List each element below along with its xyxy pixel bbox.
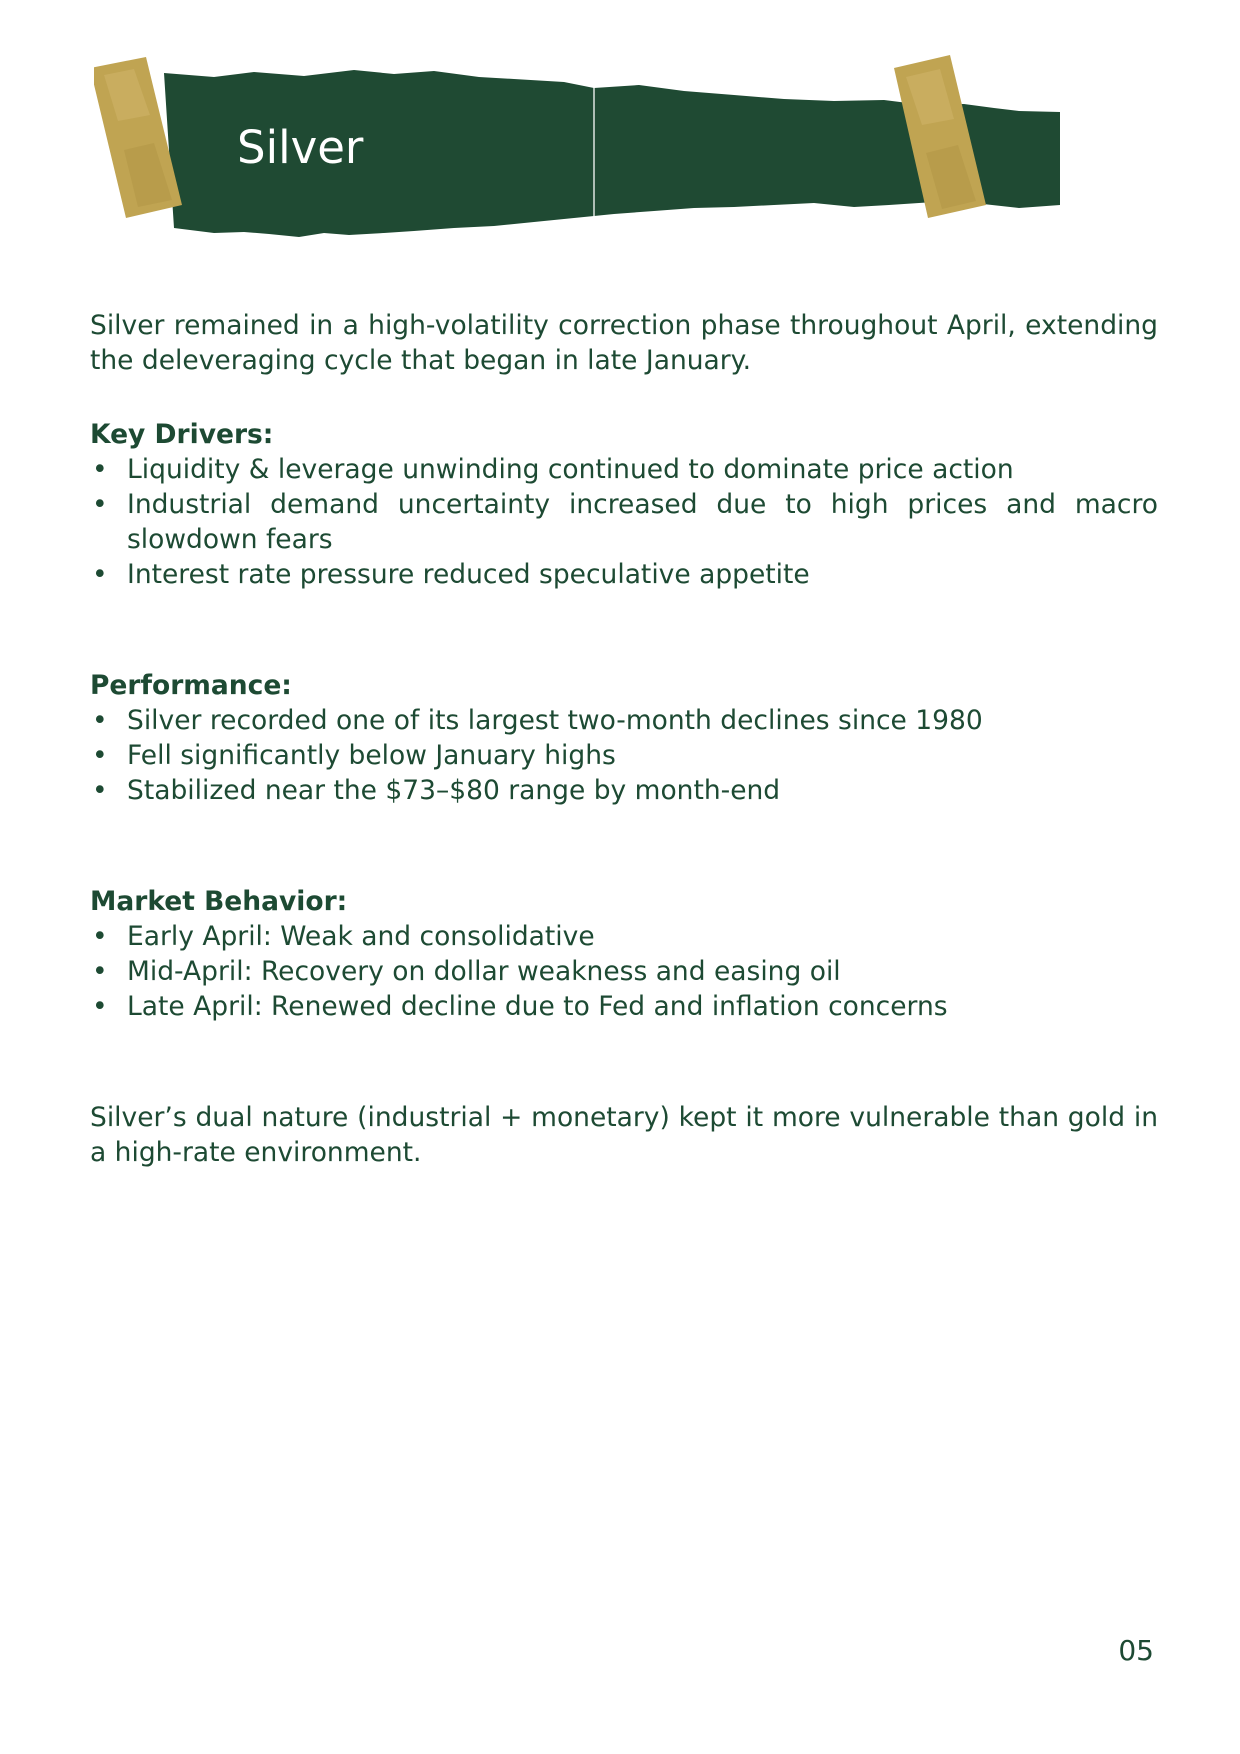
list-item: • Liquidity & leverage unwinding continued to dominate price action <box>90 452 1158 487</box>
intro-paragraph: Silver remained in a high-volatility correction phase throughout April, extending the deleveraging cycle that began in late January. <box>90 310 1158 376</box>
list-item: • Early April: Weak and consolidative <box>90 919 1158 954</box>
closing-paragraph: Silver’s dual nature (industrial + monetary) kept it more vulnerable than gold in a high-rate environment. <box>90 1102 1158 1168</box>
list-item: • Interest rate pressure reduced speculative appetite <box>90 557 1158 592</box>
list-item: • Late April: Renewed decline due to Fed and inflation concerns <box>90 989 1158 1024</box>
bullet-list <box>90 919 1158 1024</box>
section-heading: Key Drivers: <box>90 419 274 450</box>
section-market-behavior <box>90 884 1158 1024</box>
list-item: • Fell significantly below January highs <box>90 738 1158 773</box>
section-heading: Performance: <box>90 670 292 701</box>
section-heading: Market Behavior: <box>90 886 348 917</box>
list-item: • Stabilized near the $73–$80 range by month-end <box>90 773 1158 808</box>
bullet-list <box>90 452 1158 592</box>
page-number: 05 <box>1118 1634 1154 1667</box>
section-key-drivers <box>90 417 1158 592</box>
section-performance <box>90 668 1158 808</box>
title-banner <box>94 55 1104 250</box>
list-item: • Silver recorded one of its largest two-month declines since 1980 <box>90 703 1158 738</box>
document-body <box>90 308 1158 1170</box>
bullet-list <box>90 703 1158 808</box>
list-item: • Industrial demand uncertainty increased due to high prices and macro slowdown fears <box>90 487 1158 557</box>
page-title: Silver <box>237 121 364 174</box>
list-item: • Mid-April: Recovery on dollar weakness and easing oil <box>90 954 1158 989</box>
